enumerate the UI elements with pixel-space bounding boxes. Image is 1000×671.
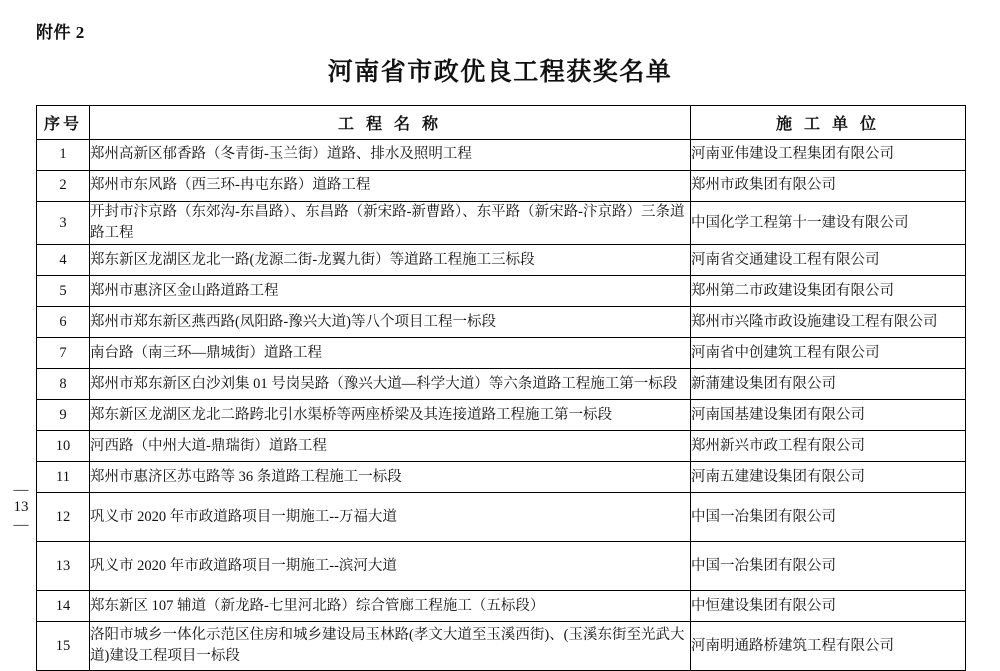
table-header-row bbox=[37, 106, 966, 140]
table-row bbox=[37, 431, 966, 462]
row-construction-unit: 中恒建设集团有限公司 bbox=[691, 591, 966, 622]
table-row bbox=[37, 400, 966, 431]
row-construction-unit: 郑州市兴隆市政设施建设工程有限公司 bbox=[691, 307, 966, 338]
row-no: 2 bbox=[37, 171, 90, 202]
row-construction-unit: 郑州市政集团有限公司 bbox=[691, 171, 966, 202]
row-project-name: 郑州市郑东新区燕西路(凤阳路-豫兴大道)等八个项目工程一标段 bbox=[90, 307, 691, 338]
page-number-top-dash: — bbox=[13, 482, 29, 498]
page-title: 河南省市政优良工程获奖名单 bbox=[327, 59, 673, 86]
table-header bbox=[37, 106, 966, 140]
row-no: 11 bbox=[37, 462, 90, 493]
row-project-name: 郑东新区 107 辅道（新龙路-七里河北路）综合管廊工程施工（五标段） bbox=[90, 591, 691, 622]
row-no: 9 bbox=[37, 400, 90, 431]
row-project-name: 巩义市 2020 年市政道路项目一期施工--滨河大道 bbox=[90, 542, 691, 591]
table-row bbox=[37, 140, 966, 171]
table-row bbox=[37, 307, 966, 338]
row-construction-unit: 郑州第二市政建设集团有限公司 bbox=[691, 276, 966, 307]
row-no: 12 bbox=[37, 493, 90, 542]
table-row bbox=[37, 171, 966, 202]
row-project-name: 郑州市东风路（西三环-冉屯东路）道路工程 bbox=[90, 171, 691, 202]
row-construction-unit: 中国化学工程第十一建设有限公司 bbox=[691, 202, 966, 245]
table-row bbox=[37, 462, 966, 493]
table-body bbox=[37, 140, 966, 671]
row-no: 10 bbox=[37, 431, 90, 462]
row-project-name: 郑东新区龙湖区龙北二路跨北引水渠桥等两座桥梁及其连接道路工程施工第一标段 bbox=[90, 400, 691, 431]
table-row bbox=[37, 542, 966, 591]
row-construction-unit: 河南亚伟建设工程集团有限公司 bbox=[691, 140, 966, 171]
table-row bbox=[37, 369, 966, 400]
row-project-name: 郑东新区龙湖区龙北一路(龙源二街-龙翼九街）等道路工程施工三标段 bbox=[90, 245, 691, 276]
table-row bbox=[37, 245, 966, 276]
table-row bbox=[37, 276, 966, 307]
row-construction-unit: 新蒲建设集团有限公司 bbox=[691, 369, 966, 400]
row-construction-unit: 河南省交通建设工程有限公司 bbox=[691, 245, 966, 276]
row-project-name: 郑州市惠济区金山路道路工程 bbox=[90, 276, 691, 307]
row-no: 8 bbox=[37, 369, 90, 400]
page-number-digits: 13 bbox=[13, 499, 29, 516]
table-row bbox=[37, 622, 966, 671]
column-header-project-name: 工 程 名 称 bbox=[90, 106, 691, 140]
row-construction-unit: 中国一冶集团有限公司 bbox=[691, 542, 966, 591]
column-header-no: 序号 bbox=[37, 106, 90, 140]
row-construction-unit: 河南国基建设集团有限公司 bbox=[691, 400, 966, 431]
column-header-construction-unit: 施 工 单 位 bbox=[691, 106, 966, 140]
table-row bbox=[37, 493, 966, 542]
award-table bbox=[36, 105, 966, 671]
row-no: 14 bbox=[37, 591, 90, 622]
row-project-name: 河西路（中州大道-鼎瑞街）道路工程 bbox=[90, 431, 691, 462]
row-no: 15 bbox=[37, 622, 90, 671]
page-number-bottom-dash: — bbox=[13, 516, 29, 533]
page-number bbox=[8, 482, 34, 534]
row-no: 4 bbox=[37, 245, 90, 276]
table-row bbox=[37, 591, 966, 622]
row-construction-unit: 中国一冶集团有限公司 bbox=[691, 493, 966, 542]
table-row bbox=[37, 338, 966, 369]
row-project-name: 巩义市 2020 年市政道路项目一期施工--万福大道 bbox=[90, 493, 691, 542]
row-construction-unit: 河南省中创建筑工程有限公司 bbox=[691, 338, 966, 369]
row-project-name: 郑州高新区郁香路（冬青街-玉兰街）道路、排水及照明工程 bbox=[90, 140, 691, 171]
row-no: 7 bbox=[37, 338, 90, 369]
row-no: 5 bbox=[37, 276, 90, 307]
row-project-name: 郑州市惠济区苏屯路等 36 条道路工程施工一标段 bbox=[90, 462, 691, 493]
row-construction-unit: 河南五建建设集团有限公司 bbox=[691, 462, 966, 493]
row-project-name: 南台路（南三环—鼎城街）道路工程 bbox=[90, 338, 691, 369]
row-no: 13 bbox=[37, 542, 90, 591]
row-no: 3 bbox=[37, 202, 90, 245]
table-row bbox=[37, 202, 966, 245]
row-project-name: 洛阳市城乡一体化示范区住房和城乡建设局玉林路(孝文大道至玉溪西街)、(玉溪东街至光武大道)建设工程项目一标段 bbox=[90, 622, 691, 671]
row-construction-unit: 河南明通路桥建筑工程有限公司 bbox=[691, 622, 966, 671]
attachment-label: 附件 2 bbox=[36, 23, 85, 42]
row-no: 6 bbox=[37, 307, 90, 338]
row-construction-unit: 郑州新兴市政工程有限公司 bbox=[691, 431, 966, 462]
award-table-container bbox=[36, 105, 962, 671]
row-project-name: 郑州市郑东新区白沙刘集 01 号岗吴路（豫兴大道—科学大道）等六条道路工程施工第一标段 bbox=[90, 369, 691, 400]
row-project-name: 开封市汴京路（东郊沟-东昌路）、东昌路（新宋路-新曹路）、东平路（新宋路-汴京路）三条道路工程 bbox=[90, 202, 691, 245]
row-no: 1 bbox=[37, 140, 90, 171]
